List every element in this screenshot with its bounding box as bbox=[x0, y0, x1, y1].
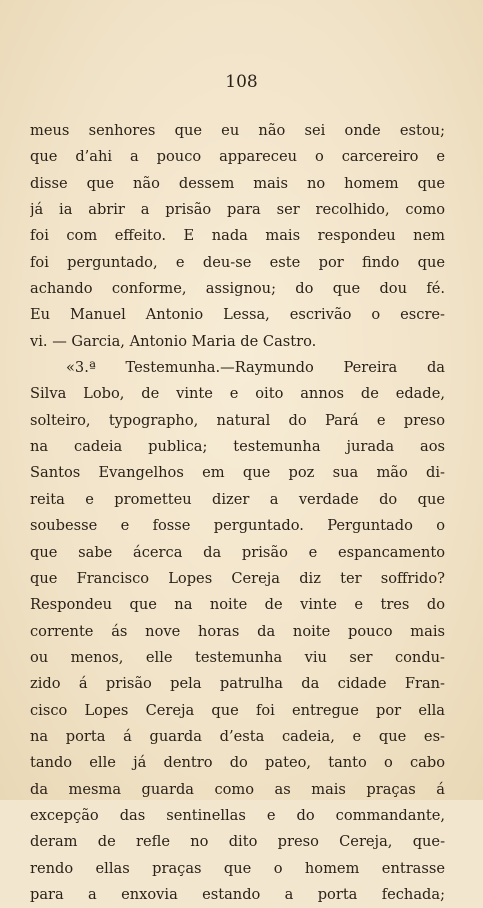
text-line: Eu Manuel Antonio Lessa, escrivão o escre- bbox=[30, 306, 445, 324]
text-line: para a enxovia estando a porta fechada; bbox=[30, 885, 445, 903]
text-line: da mesma guarda como as mais praças á bbox=[30, 780, 445, 798]
text-line: cisco Lopes Cereja que foi entregue por ella bbox=[30, 701, 445, 719]
text-line: Santos Evangelhos em que poz sua mão di- bbox=[30, 464, 445, 482]
text-line: deram de refle no dito preso Cereja, que- bbox=[30, 833, 445, 851]
text-line: solteiro, typographo, natural do Pará e preso bbox=[30, 411, 445, 429]
text-line: vi. — Garcia, Antonio Maria de Castro. bbox=[30, 332, 317, 350]
text-line: soubesse e fosse perguntado. Perguntado o bbox=[30, 517, 445, 535]
text-line: na cadeia publica; testemunha jurada aos bbox=[30, 438, 445, 456]
text-line: que d’ahi a pouco appareceu o carcereiro e bbox=[30, 148, 445, 166]
text-line: já ia abrir a prisão para ser recolhido, como bbox=[30, 201, 445, 219]
text-line: que Francisco Lopes Cereja diz ter soffrido? bbox=[30, 569, 445, 587]
text-line: Respondeu que na noite de vinte e tres do bbox=[30, 596, 445, 614]
text-line: foi com effeito. E nada mais respondeu nem bbox=[30, 227, 445, 245]
text-line: Silva Lobo, de vinte e oito annos de edade, bbox=[30, 385, 445, 403]
text-line: que sabe ácerca da prisão e espancamento bbox=[30, 543, 445, 561]
text-line: foi perguntado, e deu-se este por findo que bbox=[30, 253, 445, 271]
body-text bbox=[30, 118, 445, 908]
text-line: na porta á guarda d’esta cadeia, e que es- bbox=[30, 727, 445, 745]
text-line: reita e prometteu dizer a verdade do que bbox=[30, 490, 445, 508]
text-line: zido á prisão pela patrulha da cidade Fran- bbox=[30, 675, 445, 693]
page-number: 108 bbox=[225, 72, 258, 92]
text-line: rendo ellas praças que o homem entrasse bbox=[30, 859, 445, 877]
text-line: meus senhores que eu não sei onde estou; bbox=[30, 122, 445, 139]
text-line: «3.ª Testemunha.—Raymundo Pereira da bbox=[66, 359, 445, 377]
text-line: excepção das sentinellas e do commandante, bbox=[30, 806, 445, 824]
text-line: disse que não dessem mais no homem que bbox=[30, 174, 445, 192]
text-line: achando conforme, assignou; do que dou fé. bbox=[30, 280, 445, 298]
text-line: tando elle já dentro do pateo, tanto o cabo bbox=[30, 754, 445, 772]
text-line: ou menos, elle testemunha viu ser condu- bbox=[30, 648, 445, 666]
text-line: corrente ás nove horas da noite pouco mais bbox=[30, 622, 445, 640]
